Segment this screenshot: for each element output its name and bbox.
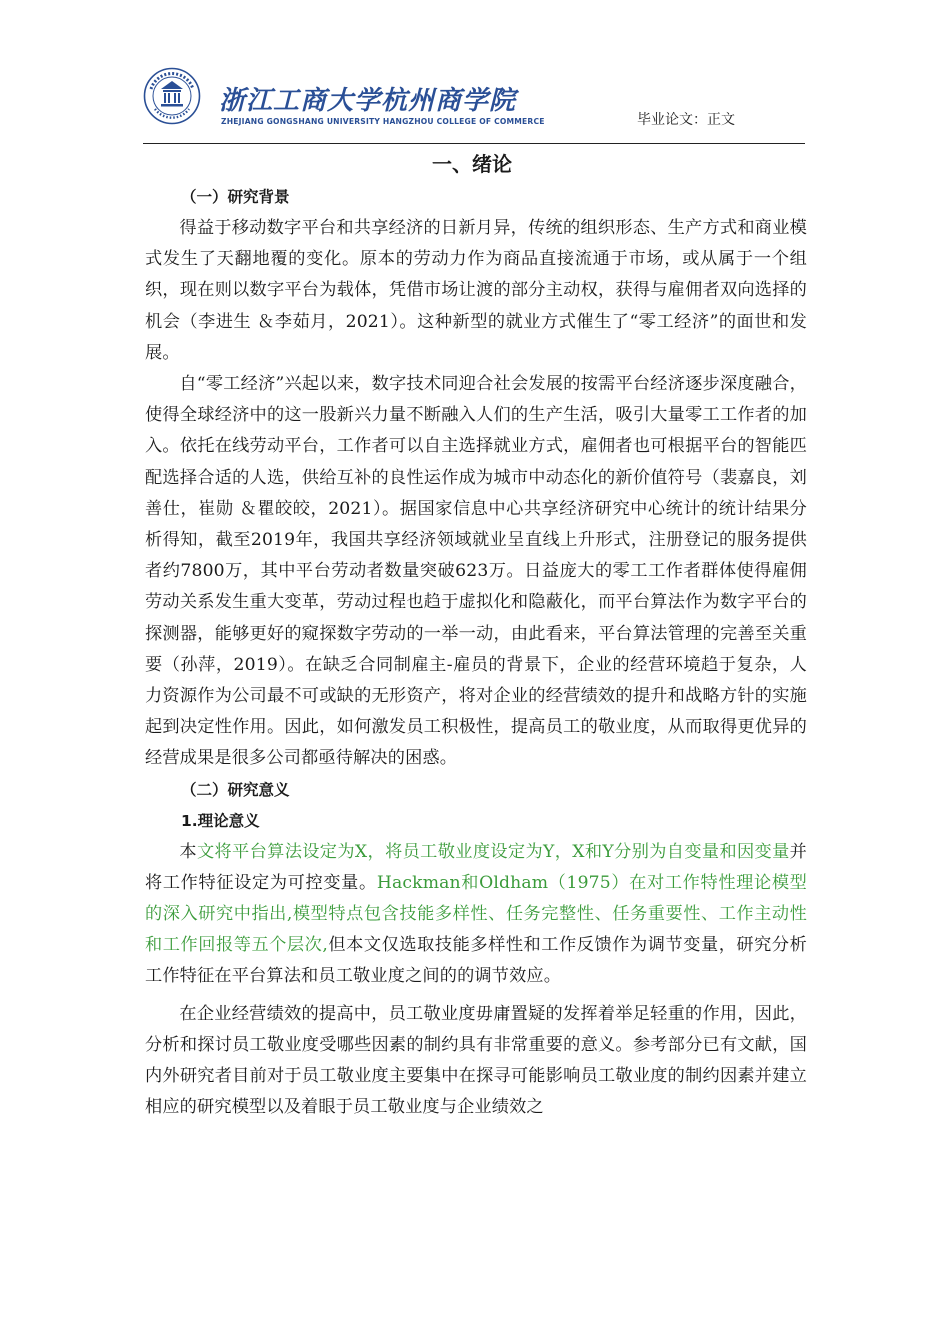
- university-name-en: ZHEJIANG GONGSHANG UNIVERSITY HANGZHOU COLLEGE OF COMMERCE: [221, 117, 545, 126]
- document-label: 毕业论文：正文: [637, 112, 735, 128]
- university-name-cn: 浙江工商大学杭州商学院: [219, 86, 517, 116]
- paragraph: [145, 837, 807, 993]
- paragraph: 得益于移动数字平台和共享经济的日新月异，传统的组织形态、生产方式和商业模式发生了天翻地覆的变化。原本的劳动力作为商品直接流通于市场，或从属于一个组织，现在则以数字平台为载体，凭借市场让渡的部分主动权，获得与雇佣者双向选择的机会（李进生 ＆李茹月，2021）。这种新型的就业方式催生了“零工经济”的面世和发展。: [145, 218, 807, 363]
- text-span: 但本文仅选取技能多样性和工作反馈作为调节变量，研究分析工作特征在平台算法和员工敬业度之间的的调节效应。: [145, 935, 807, 987]
- page-header: [143, 62, 805, 144]
- highlighted-text: 文将平台算法设定为X，将员工敬业度设定为Y，X和Y分别为自变量和因变量: [196, 841, 790, 862]
- section-title-significance: （二）研究意义: [181, 780, 290, 799]
- paragraph: 在企业经营绩效的提高中，员工敬业度毋庸置疑的发挥着举足轻重的作用，因此，分析和探讨员工敬业度受哪些因素的制约具有非常重要的意义。参考部分已有文献，国内外研究者目前对于员工敬业度主要集中在探寻可能影响员工敬业度的制约因素并建立相应的研究模型以及着眼于员工敬业度与企业绩效之: [145, 1003, 807, 1118]
- section-title-background: （一）研究背景: [181, 188, 290, 206]
- highlighted-text: Hackman和Oldham（1975）在对工作特性理论模型的深入研究中指出,模型特点包含技能多样性、任务完整性、任务重要性、工作主动性和工作回报等五个层次,: [145, 872, 807, 956]
- chapter-title: 一、绪论: [432, 152, 512, 176]
- university-seal-icon: [143, 67, 201, 125]
- document-body: [145, 146, 807, 1123]
- paragraph: 自“零工经济”兴起以来，数字技术同迎合社会发展的按需平台经济逐步深度融合，使得全球经济中的这一股新兴力量不断融入人们的生产生活，吸引大量零工工作者的加入。依托在线劳动平台，工作者可以自主选择就业方式，雇佣者也可根据平台的智能匹配选择合适的人选，供给互补的良性运作成为城市中动态化的新价值符号（裴嘉良，刘善仕，崔勋 ＆瞿皎皎，2021）。据国家信息中心共享经济研究中心统计的统计结果分析得知，截至2019年，我国共享经济领域就业呈直线上升形式，注册登记的服务提供者约7800万，其中平台劳动者数量突破623万。日益庞大的零工工作者群体使得雇佣劳动关系发生重大变革，劳动过程也趋于虚拟化和隐蔽化，而平台算法作为数字平台的探测器，能够更好的窥探数字劳动的一举一动，由此看来，平台算法管理的完善至关重要（孙萍，2019）。在缺乏合同制雇主-雇员的背景下，企业的经营环境趋于复杂，人力资源作为公司最不可或缺的无形资产，将对企业的经营绩效的提升和战略方针的实施起到决定性作用。因此，如何激发员工积极性，提高员工的敬业度，从而取得更优异的经营成果是很多公司都亟待解决的困惑。: [145, 374, 807, 769]
- subsection-title-theory: 1.理论意义: [181, 811, 260, 830]
- header-divider: [143, 143, 805, 144]
- text-span: 并将工作特征设定为可控变量。: [145, 841, 808, 893]
- text-span: 本: [179, 841, 197, 862]
